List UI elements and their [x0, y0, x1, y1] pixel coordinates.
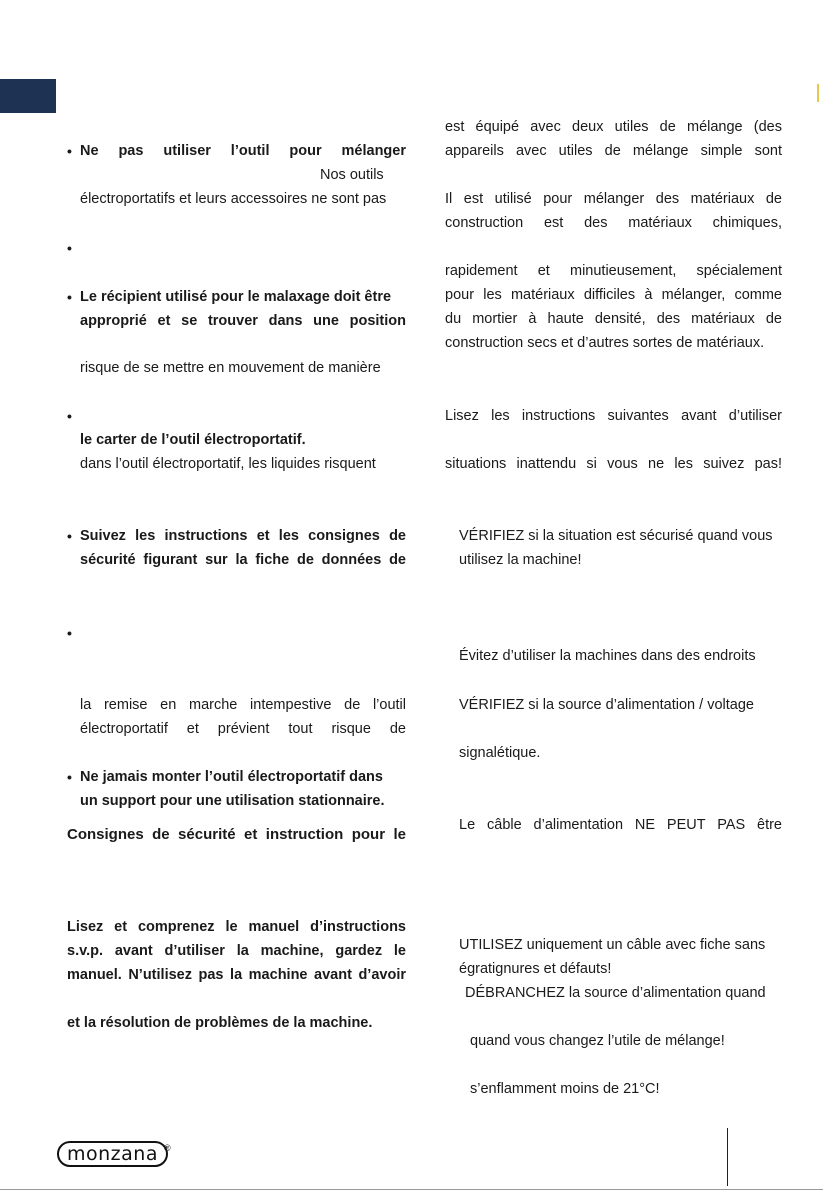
paragraph-line: Lisez et comprenez le manuel d’instructions — [67, 919, 406, 935]
paragraph-line: Lisez les instructions suivantes avant d’utiliser — [445, 408, 782, 424]
bullet-text: électroportatif et prévient tout risque de — [80, 721, 406, 737]
section-heading: Consignes de sécurité et instruction pour le — [67, 826, 406, 843]
bullet-text: Suivez les instructions et les consignes de — [80, 528, 406, 544]
margin-mark — [817, 84, 819, 102]
paragraph-line: construction secs et d’autres sortes de matériaux. — [445, 335, 765, 351]
check-item: égratignures et défauts! — [459, 961, 612, 977]
paragraph-line: situations inattendu si vous ne les suivez pas! — [445, 456, 782, 472]
page-bottom-line — [0, 1189, 823, 1190]
check-item: quand vous changez l’utile de mélange! — [470, 1033, 725, 1049]
paragraph-line: Il est utilisé pour mélanger des matériaux de — [445, 191, 782, 207]
bullet-text: Nos outils — [320, 167, 384, 183]
bullet-icon: • — [67, 289, 72, 305]
paragraph-line: rapidement et minutieusement, spécialement — [445, 263, 782, 279]
registered-mark: ® — [164, 1143, 171, 1153]
paragraph-line: appareils avec utiles de mélange simple sont — [445, 143, 782, 159]
bullet-text: Le récipient utilisé pour le malaxage doit être — [80, 289, 392, 305]
bullet-text: électroportatifs et leurs accessoires ne sont pas — [80, 191, 387, 207]
check-item: UTILISEZ uniquement un câble avec fiche sans — [459, 937, 766, 953]
bullet-text: Ne jamais monter l’outil électroportatif dans — [80, 769, 383, 785]
paragraph-line: construction est des matériaux chimiques, — [445, 215, 782, 231]
check-item: VÉRIFIEZ si la situation est sécurisé quand vous — [459, 528, 773, 544]
section-tab — [0, 79, 56, 113]
check-item: Évitez d’utiliser la machines dans des endroits — [459, 648, 756, 664]
paragraph-line: et la résolution de problèmes de la machine. — [67, 1015, 373, 1031]
bullet-icon: • — [67, 528, 72, 544]
bullet-text: approprié et se trouver dans une position — [80, 313, 406, 329]
bullet-icon: • — [67, 769, 72, 785]
bullet-text: le carter de l’outil électroportatif. — [80, 432, 306, 448]
check-item: Le câble d’alimentation NE PEUT PAS être — [459, 817, 782, 833]
paragraph-line: est équipé avec deux utiles de mélange (des — [445, 119, 782, 135]
footer-divider — [727, 1128, 728, 1186]
bullet-text: Ne pas utiliser l’outil pour mélanger — [80, 143, 406, 159]
paragraph-line: manuel. N’utilisez pas la machine avant d’avoir — [67, 967, 406, 983]
bullet-text: risque de se mettre en mouvement de manière — [80, 360, 381, 376]
check-item: DÉBRANCHEZ la source d’alimentation quand — [465, 985, 766, 1001]
check-item: s’enflamment moins de 21°C! — [470, 1081, 660, 1097]
bullet-icon: • — [67, 625, 72, 641]
check-item: utilisez la machine! — [459, 552, 582, 568]
check-item: signalétique. — [459, 745, 541, 761]
bullet-text: sécurité figurant sur la fiche de données de — [80, 552, 406, 568]
paragraph-line: s.v.p. avant d’utiliser la machine, gardez le — [67, 943, 406, 959]
brand-logo: monzana — [57, 1141, 168, 1167]
bullet-icon: • — [67, 240, 72, 256]
paragraph-line: du mortier à haute densité, des matériaux de — [445, 311, 782, 327]
paragraph-line: pour les matériaux difficiles à mélanger, comme — [445, 287, 782, 303]
check-item: VÉRIFIEZ si la source d’alimentation / voltage — [459, 697, 754, 713]
bullet-text: un support pour une utilisation stationnaire. — [80, 793, 385, 809]
bullet-text: dans l’outil électroportatif, les liquides risquent — [80, 456, 376, 472]
bullet-icon: • — [67, 408, 72, 424]
bullet-icon: • — [67, 143, 72, 159]
bullet-text: la remise en marche intempestive de l’outil — [80, 697, 406, 713]
